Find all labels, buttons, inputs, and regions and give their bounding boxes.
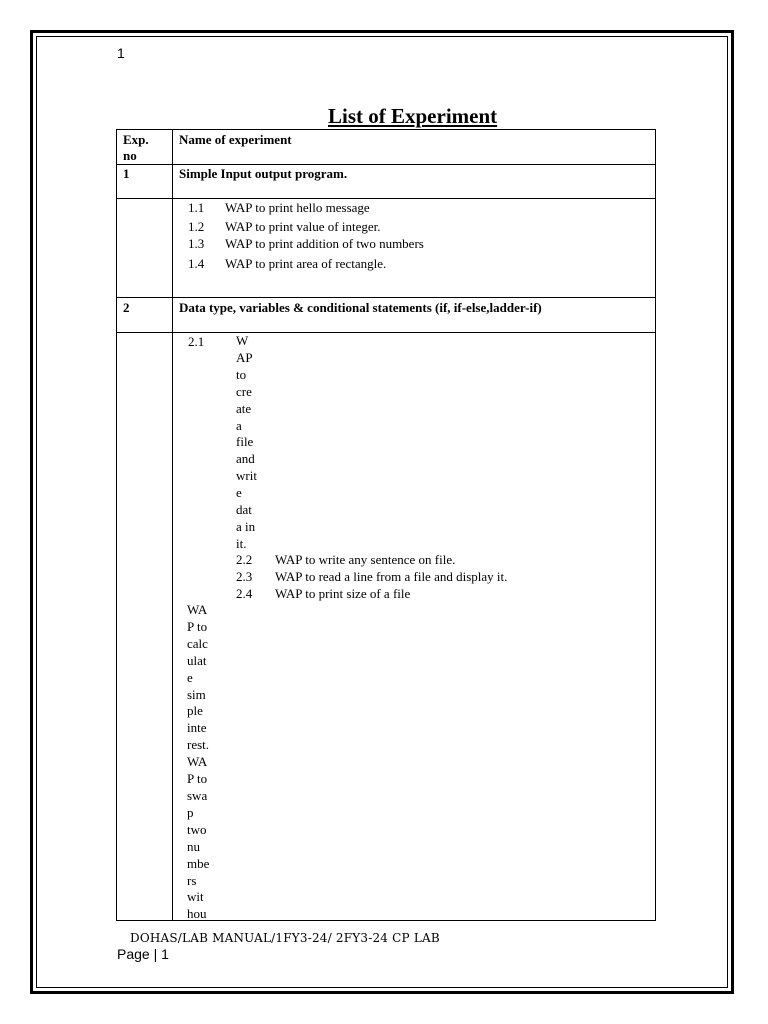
page-number: 1	[117, 45, 125, 61]
text-fragment: cre	[236, 383, 252, 399]
list-item-number: 1.4	[188, 256, 205, 271]
text-fragment: two	[187, 821, 207, 837]
list-item-number: 2.3	[236, 569, 253, 584]
header-exp-label: Exp.	[123, 132, 149, 147]
list-item-number: 2.2	[236, 552, 253, 567]
row-2-number: 2	[123, 300, 130, 315]
header-exp-no	[123, 132, 149, 164]
list-item-number: 2.1	[188, 334, 205, 349]
text-fragment: p	[187, 804, 194, 820]
text-fragment: hou	[187, 906, 207, 922]
header-name: Name of experiment	[179, 132, 292, 147]
list-item: WAP to print value of integer.	[225, 219, 381, 234]
list-item-wrapped	[236, 333, 257, 553]
list-item-number: 1.1	[188, 200, 205, 215]
footer-text: DOHAS/LAB MANUAL/1FY3-24/ 2FY3-24 CP LAB	[130, 931, 440, 945]
text-fragment: rs	[187, 872, 197, 888]
row-1-number: 1	[123, 166, 130, 181]
text-fragment: to	[236, 366, 247, 382]
list-item-number: 1.3	[188, 236, 205, 251]
text-fragment: ulat	[187, 652, 207, 668]
text-fragment: AP	[236, 349, 253, 365]
list-item: WAP to print hello message	[225, 200, 370, 215]
text-fragment: a	[236, 417, 242, 433]
text-fragment: sim	[187, 686, 206, 702]
table-row-divider	[116, 164, 656, 165]
text-fragment: rest.	[187, 737, 210, 753]
text-fragment: WA	[187, 602, 208, 617]
list-item-number: 2.4	[236, 586, 253, 601]
row-1-name: Simple Input output program.	[179, 166, 348, 181]
text-fragment: writ	[236, 468, 257, 484]
text-fragment: mbe	[187, 855, 210, 871]
text-fragment: P to	[187, 618, 208, 634]
list-item-number: 1.2	[188, 219, 205, 234]
text-fragment: a in	[236, 518, 256, 534]
list-item-wrapped	[187, 602, 209, 923]
text-fragment: P to	[187, 771, 208, 787]
text-fragment: inte	[187, 720, 207, 736]
text-fragment: it.	[236, 535, 247, 551]
footer-page-number: Page | 1	[117, 946, 169, 962]
text-fragment: swa	[187, 787, 208, 803]
text-fragment: WA	[187, 754, 208, 770]
row-2-name: Data type, variables & conditional statements (if, if-else,ladder-if)	[179, 300, 542, 315]
header-no-label: no	[123, 148, 137, 163]
text-fragment: ple	[187, 703, 203, 719]
text-fragment: calc	[187, 635, 208, 651]
list-item: WAP to print area of rectangle.	[225, 256, 387, 271]
text-fragment: W	[236, 333, 249, 348]
text-fragment: ate	[236, 400, 252, 416]
list-item: WAP to print size of a file	[275, 586, 411, 601]
text-fragment: dat	[236, 502, 252, 518]
text-fragment: nu	[187, 838, 200, 854]
list-item: WAP to write any sentence on file.	[275, 552, 456, 567]
table-column-divider	[172, 129, 173, 921]
text-fragment: e	[187, 669, 193, 685]
text-fragment: file	[236, 434, 254, 450]
table-row-divider	[116, 297, 656, 298]
list-item: WAP to read a line from a file and display it.	[275, 569, 508, 584]
text-fragment: wit	[187, 889, 204, 905]
list-item: WAP to print addition of two numbers	[225, 236, 424, 251]
text-fragment: e	[236, 485, 242, 501]
text-fragment: and	[236, 451, 255, 467]
page-title: List of Experiment	[328, 104, 498, 128]
